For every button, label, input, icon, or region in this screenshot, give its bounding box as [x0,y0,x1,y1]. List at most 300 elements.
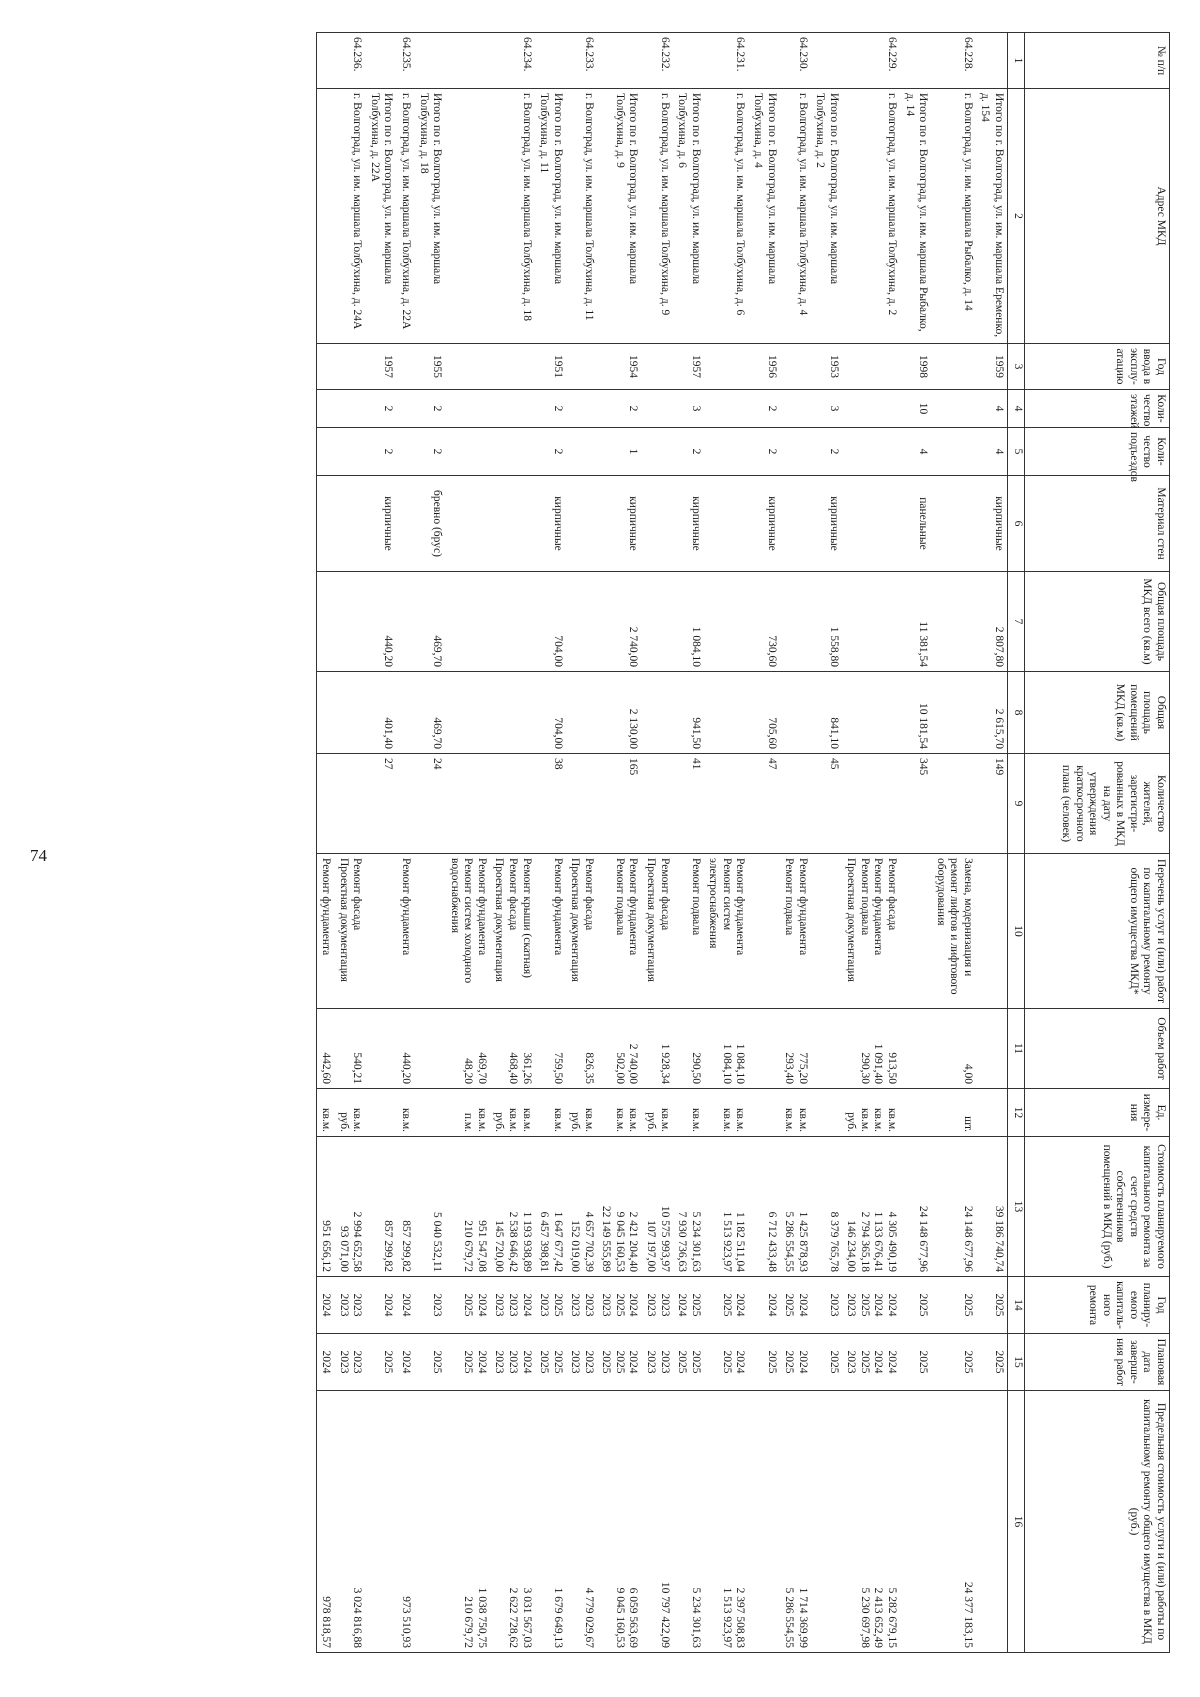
column-number: 15 [1008,1334,1025,1391]
commissioning-year-cell [490,344,535,390]
completion-date-cell: 2023 2023 [334,1334,365,1391]
completion-date-cell: 2024 [316,1334,334,1391]
wall-material-cell [704,476,749,572]
completion-date-cell: 2025 [748,1334,779,1391]
wall-material-cell [842,476,900,572]
column-header: Плановая дата заверше-ния работ [1025,1334,1170,1391]
entrances-cell [334,428,365,476]
entrances-cell [842,428,900,476]
wall-material-cell: кирпичные [535,476,566,572]
work-volume-cell: 540,21 [334,1009,365,1089]
cost-cell: 951 547,08 210 679,72 [445,1137,490,1277]
page-number: 74 [30,846,47,865]
table-row [811,33,842,1653]
column-number: 5 [1008,428,1025,476]
row-number [811,33,842,89]
limit-cost-cell: 4 779 029,67 [566,1391,597,1653]
entrances-cell [397,428,415,476]
completion-date-cell: 2025 [900,1334,931,1391]
address-cell: Итого по г. Волгоград, ул. им. маршала Толбухина, д. 2 [811,89,842,344]
total-area-cell: 11 381,54 [900,572,931,672]
column-number: 1 [1008,33,1025,89]
address-cell: Итого по г. Волгоград, ул. им. маршала Толбухина, д. 9 [597,89,642,344]
works-list-cell: Ремонт фасада Проектная документация [642,854,673,1009]
column-header: Адрес МКД [1025,89,1170,344]
column-number: 3 [1008,344,1025,390]
repair-year-cell: 2024 [316,1277,334,1334]
entrances-cell [566,428,597,476]
row-number [900,33,931,89]
column-number: 14 [1008,1277,1025,1334]
limit-cost-cell: 978 818,57 [316,1391,334,1653]
address-cell: Итого по г. Волгоград, ул. им. маршала Толбухина, д. 11 [535,89,566,344]
completion-date-cell: 2024 2024 2025 2023 [842,1334,900,1391]
repair-year-cell: 2024 2025 2023 [597,1277,642,1334]
floors-cell [704,390,749,428]
works-list-cell [976,854,1008,1009]
unit-cell: кв.м. кв.м. [780,1089,811,1137]
repair-year-cell: 2024 2024 2025 2023 [842,1277,900,1334]
repair-year-cell: 2023 [414,1277,445,1334]
column-header: Количество жителей, зарегистри-рованных в МКД на дату утверждения краткосрочного плана (человек) [1025,754,1170,854]
total-area-cell [780,572,811,672]
table-row [642,33,673,1653]
repair-year-cell: 2025 2023 [535,1277,566,1334]
repair-year-cell: 2024 [365,1277,396,1334]
entrances-cell [780,428,811,476]
entrances-cell: 4 [976,428,1008,476]
limit-cost-cell: 3 031 567,03 2 622 728,62 [490,1391,535,1653]
completion-date-cell: 2025 [414,1334,445,1391]
total-area-cell [642,572,673,672]
column-header: Год ввода в эксплу-атацию [1025,344,1170,390]
premises-area-cell [445,672,490,754]
works-list-cell: Ремонт фундамента Ремонт подвала [780,854,811,1009]
cost-cell: 857 299,82 [365,1137,396,1277]
column-header: Год планиру-емого капиталь-ного ремонта [1025,1277,1170,1334]
address-cell: г. Волгоград, ул. им. маршала Толбухина, д. 24А [334,89,365,344]
table-row [566,33,597,1653]
total-area-cell [566,572,597,672]
work-volume-cell: 361,26 468,40 [490,1009,535,1089]
commissioning-year-cell [931,344,976,390]
row-number [316,33,334,89]
premises-area-cell: 469,70 [414,672,445,754]
premises-area-cell [642,672,673,754]
commissioning-year-cell [704,344,749,390]
completion-date-cell: 2025 [811,1334,842,1391]
completion-date-cell: 2025 [931,1334,976,1391]
work-volume-cell [365,1009,396,1089]
premises-area-cell: 2 615,70 [976,672,1008,754]
limit-cost-cell: 5 234 301,63 [673,1391,704,1653]
residents-cell: 45 [811,754,842,854]
address-cell [445,89,490,344]
works-list-cell [900,854,931,1009]
row-number: 64.233. [566,33,597,89]
residents-cell [931,754,976,854]
column-number: 12 [1008,1089,1025,1137]
unit-cell: кв.м. [316,1089,334,1137]
address-cell: г. Волгоград, ул. им. маршала Толбухина, д. 2 [842,89,900,344]
total-area-cell: 1 558,80 [811,572,842,672]
cost-cell: 2 994 652,58 93 071,00 [334,1137,365,1277]
commissioning-year-cell [316,344,334,390]
residents-cell [566,754,597,854]
completion-date-cell: 2025 [365,1334,396,1391]
total-area-cell [445,572,490,672]
wall-material-cell: кирпичные [976,476,1008,572]
address-cell: г. Волгоград, ул. им. маршала Толбухина, д. 18 [490,89,535,344]
wall-material-cell [490,476,535,572]
column-header: Стоимость планируемого капитального ремонта за счет средств собственников помещений в МКД (руб.) [1025,1137,1170,1277]
table-row [365,33,396,1653]
total-area-cell: 2 807,80 [976,572,1008,672]
repair-year-cell: 2025 [900,1277,931,1334]
unit-cell [900,1089,931,1137]
residents-cell [316,754,334,854]
address-cell: Итого по г. Волгоград, ул. им. маршала Толбухина, д. 18 [414,89,445,344]
floors-cell [490,390,535,428]
completion-date-cell: 2025 2025 [673,1334,704,1391]
floors-cell: 3 [673,390,704,428]
table-row [673,33,704,1653]
entrances-cell: 2 [673,428,704,476]
table-row [414,33,445,1653]
residents-cell [704,754,749,854]
works-list-cell: Ремонт фундамента Ремонт систем электроснабжения [704,854,749,1009]
table-row [704,33,749,1653]
work-volume-cell: 4,00 [931,1009,976,1089]
works-list-cell [748,854,779,1009]
residents-cell: 345 [900,754,931,854]
commissioning-year-cell [334,344,365,390]
column-header: Объем работ [1025,1009,1170,1089]
column-header: Общая площадь МКД всего (кв.м) [1025,572,1170,672]
column-header: Перечень услуг и (или) работ по капитальному ремонту общего имущества МКД* [1025,854,1170,1009]
row-number [535,33,566,89]
commissioning-year-cell: 1953 [811,344,842,390]
limit-cost-cell [976,1391,1008,1653]
row-number [748,33,779,89]
total-area-cell: 2 740,00 [597,572,642,672]
commissioning-year-cell: 1957 [365,344,396,390]
limit-cost-cell [365,1391,396,1653]
residents-cell [642,754,673,854]
entrances-cell: 2 [748,428,779,476]
unit-cell: кв.м. [535,1089,566,1137]
completion-date-cell: 2025 [976,1334,1008,1391]
repair-year-cell: 2023 [811,1277,842,1334]
commissioning-year-cell: 1998 [900,344,931,390]
unit-cell: кв.м. руб. [334,1089,365,1137]
floors-cell [334,390,365,428]
work-volume-cell: 1 084,10 1 084,10 [704,1009,749,1089]
row-number: 64.236. [334,33,365,89]
column-header: Материал стен [1025,476,1170,572]
entrances-cell: 2 [365,428,396,476]
works-list-cell: Ремонт фундамента Ремонт подвала [597,854,642,1009]
work-volume-cell: 290,50 [673,1009,704,1089]
floors-cell [931,390,976,428]
unit-cell: кв.м. кв.м. кв.м. руб. [842,1089,900,1137]
cost-cell: 951 656,12 [316,1137,334,1277]
unit-cell: шт. [931,1089,976,1137]
repair-year-cell: 2025 [976,1277,1008,1334]
repair-year-cell: 2025 [931,1277,976,1334]
limit-cost-cell [748,1391,779,1653]
works-list-cell: Ремонт фасада Проектная документация [566,854,597,1009]
works-list-cell [365,854,396,1009]
total-area-cell [490,572,535,672]
residents-cell [334,754,365,854]
table-row [535,33,566,1653]
repair-year-cell: 2025 2024 [673,1277,704,1334]
floors-cell [642,390,673,428]
work-volume-cell: 759,50 [535,1009,566,1089]
entrances-cell: 2 [535,428,566,476]
address-cell: г. Волгоград, ул. им. маршала Толбухина, д. 22А [397,89,415,344]
completion-date-cell: 2024 [397,1334,415,1391]
cost-cell: 2 421 204,40 9 045 160,53 22 149 555,89 [597,1137,642,1277]
limit-cost-cell: 2 397 508,83 1 513 923,97 [704,1391,749,1653]
wall-material-cell [566,476,597,572]
unit-cell: кв.м. руб. [642,1089,673,1137]
address-cell: г. Волгоград, ул. им. маршала Толбухина, д. 6 [704,89,749,344]
floors-cell [397,390,415,428]
total-area-cell: 440,20 [365,572,396,672]
limit-cost-cell: 3 024 816,88 [334,1391,365,1653]
unit-cell [748,1089,779,1137]
unit-cell: кв.м. руб. [566,1089,597,1137]
entrances-cell [704,428,749,476]
work-volume-cell: 2 740,00 502,00 [597,1009,642,1089]
row-number: 64.228. [931,33,976,89]
address-cell: г. Волгоград, ул. им. маршала Толбухина, д. 11 [566,89,597,344]
floors-cell: 2 [597,390,642,428]
address-cell: Итого по г. Волгоград, ул. им. маршала Рыбалко, д. 14 [900,89,931,344]
column-header: Коли-чество этажей [1025,390,1170,428]
table-row [931,33,976,1653]
works-list-cell: Ремонт фундамента [397,854,415,1009]
table-row [900,33,931,1653]
floors-cell: 2 [748,390,779,428]
residents-cell: 38 [535,754,566,854]
works-list-cell: Ремонт крыши (скатная) Ремонт фасада Проектная документация [490,854,535,1009]
residents-cell [397,754,415,854]
entrances-cell: 4 [900,428,931,476]
table-row [490,33,535,1653]
limit-cost-cell: 973 510,93 [397,1391,415,1653]
table-row [597,33,642,1653]
wall-material-cell: кирпичные [748,476,779,572]
address-cell: г. Волгоград, ул. им. маршала Толбухина, д. 9 [642,89,673,344]
total-area-cell [931,572,976,672]
address-cell: г. Волгоград, ул. им. маршала Рыбалко, д. 14 [931,89,976,344]
floors-cell [566,390,597,428]
work-volume-cell: 469,70 48,20 [445,1009,490,1089]
wall-material-cell: кирпичные [673,476,704,572]
cost-cell: 4 657 702,39 152 019,00 [566,1137,597,1277]
wall-material-cell: бревно (брус) [414,476,445,572]
wall-material-cell: кирпичные [811,476,842,572]
cost-cell: 1 182 511,04 1 513 923,97 [704,1137,749,1277]
limit-cost-cell: 1 038 750,75 210 679,72 [445,1391,490,1653]
table-row [780,33,811,1653]
commissioning-year-cell: 1959 [976,344,1008,390]
completion-date-cell: 2024 2025 [780,1334,811,1391]
table-row [748,33,779,1653]
commissioning-year-cell: 1954 [597,344,642,390]
table-body [316,33,1007,1653]
residents-cell: 27 [365,754,396,854]
limit-cost-cell [811,1391,842,1653]
unit-cell [811,1089,842,1137]
works-list-cell: Ремонт фундамента [316,854,334,1009]
premises-area-cell: 841,10 [811,672,842,754]
floors-cell [316,390,334,428]
commissioning-year-cell [397,344,415,390]
header-row [1025,33,1170,1653]
table-row [316,33,334,1653]
table-row [334,33,365,1653]
column-number: 13 [1008,1137,1025,1277]
floors-cell: 10 [900,390,931,428]
residents-cell: 165 [597,754,642,854]
repair-year-cell: 2024 2023 2023 [490,1277,535,1334]
row-number: 64.231. [704,33,749,89]
commissioning-year-cell [445,344,490,390]
total-area-cell [334,572,365,672]
residents-cell [842,754,900,854]
unit-cell: кв.м. [397,1089,415,1137]
premises-area-cell: 705,60 [748,672,779,754]
row-number [414,33,445,89]
row-number: 64.230. [780,33,811,89]
repair-year-cell: 2024 2025 [445,1277,490,1334]
row-number: 64.232. [642,33,673,89]
column-number: 2 [1008,89,1025,344]
total-area-cell: 469,70 [414,572,445,672]
premises-area-cell [566,672,597,754]
residents-cell [445,754,490,854]
row-number: 64.235. [397,33,415,89]
commissioning-year-cell [566,344,597,390]
cost-cell: 4 305 490,19 1 133 676,41 2 794 365,18 146 234,00 [842,1137,900,1277]
residents-cell [490,754,535,854]
completion-date-cell: 2024 2025 [445,1334,490,1391]
completion-date-cell: 2023 2023 [566,1334,597,1391]
work-volume-cell [976,1009,1008,1089]
wall-material-cell [931,476,976,572]
repair-year-cell: 2023 2023 [566,1277,597,1334]
repair-year-cell: 2023 2023 [334,1277,365,1334]
repair-year-cell: 2023 2023 [642,1277,673,1334]
work-volume-cell [900,1009,931,1089]
table-row [976,33,1008,1653]
column-number: 10 [1008,854,1025,1009]
column-number-row [1008,33,1025,1653]
total-area-cell [397,572,415,672]
cost-cell: 5 234 301,63 7 930 736,63 [673,1137,704,1277]
column-header: № п/п [1025,33,1170,89]
wall-material-cell [316,476,334,572]
floors-cell [445,390,490,428]
unit-cell [414,1089,445,1137]
entrances-cell [316,428,334,476]
work-volume-cell: 913,50 1 091,40 290,30 [842,1009,900,1089]
premises-area-cell: 941,50 [673,672,704,754]
work-volume-cell: 442,60 [316,1009,334,1089]
completion-date-cell: 2025 2025 [535,1334,566,1391]
commissioning-year-cell: 1957 [673,344,704,390]
address-cell: Итого по г. Волгоград, ул. им. маршала Толбухина, д. 6 [673,89,704,344]
work-volume-cell [414,1009,445,1089]
unit-cell: кв.м. кв.м. [597,1089,642,1137]
commissioning-year-cell: 1955 [414,344,445,390]
column-number: 16 [1008,1391,1025,1653]
residents-cell: 41 [673,754,704,854]
unit-cell [365,1089,396,1137]
works-list-cell [414,854,445,1009]
completion-date-cell: 2024 2023 2023 [490,1334,535,1391]
cost-cell: 1 193 938,89 2 538 646,42 145 720,00 [490,1137,535,1277]
completion-date-cell: 2024 2025 [704,1334,749,1391]
completion-date-cell: 2023 2023 [642,1334,673,1391]
wall-material-cell: панельные [900,476,931,572]
address-cell [316,89,334,344]
wall-material-cell: кирпичные [597,476,642,572]
completion-date-cell: 2024 2025 2025 [597,1334,642,1391]
premises-area-cell [316,672,334,754]
unit-cell: кв.м. п.м. [445,1089,490,1137]
address-cell: Итого по г. Волгоград, ул. им. маршала Толбухина, д. 22А [365,89,396,344]
residents-cell [780,754,811,854]
entrances-cell: 2 [811,428,842,476]
work-volume-cell: 826,35 [566,1009,597,1089]
works-list-cell: Ремонт фундамента [535,854,566,1009]
works-list-cell: Ремонт фасада Проектная документация [334,854,365,1009]
cost-cell: 857 299,82 [397,1137,415,1277]
total-area-cell [842,572,900,672]
premises-area-cell: 704,00 [535,672,566,754]
cost-cell: 10 575 993,97 107 197,00 [642,1137,673,1277]
works-list-cell: Ремонт фасада Ремонт фундамента Ремонт подвала Проектная документация [842,854,900,1009]
premises-area-cell: 2 130,00 [597,672,642,754]
premises-area-cell [931,672,976,754]
premises-area-cell [842,672,900,754]
premises-area-cell [490,672,535,754]
works-list-cell: Ремонт подвала [673,854,704,1009]
row-number [597,33,642,89]
floors-cell: 2 [365,390,396,428]
entrances-cell [642,428,673,476]
premises-area-cell: 401,40 [365,672,396,754]
limit-cost-cell: 10 797 422,09 [642,1391,673,1653]
row-number: 64.229. [842,33,900,89]
premises-area-cell [334,672,365,754]
work-volume-cell: 1 928,34 [642,1009,673,1089]
premises-area-cell [704,672,749,754]
rotated-sheet [53,32,1170,1652]
commissioning-year-cell [842,344,900,390]
unit-cell: кв.м. кв.м. [704,1089,749,1137]
wall-material-cell [445,476,490,572]
total-area-cell: 704,00 [535,572,566,672]
unit-cell: кв.м. кв.м. руб. [490,1089,535,1137]
premises-area-cell [780,672,811,754]
repair-year-cell: 2024 2025 [704,1277,749,1334]
